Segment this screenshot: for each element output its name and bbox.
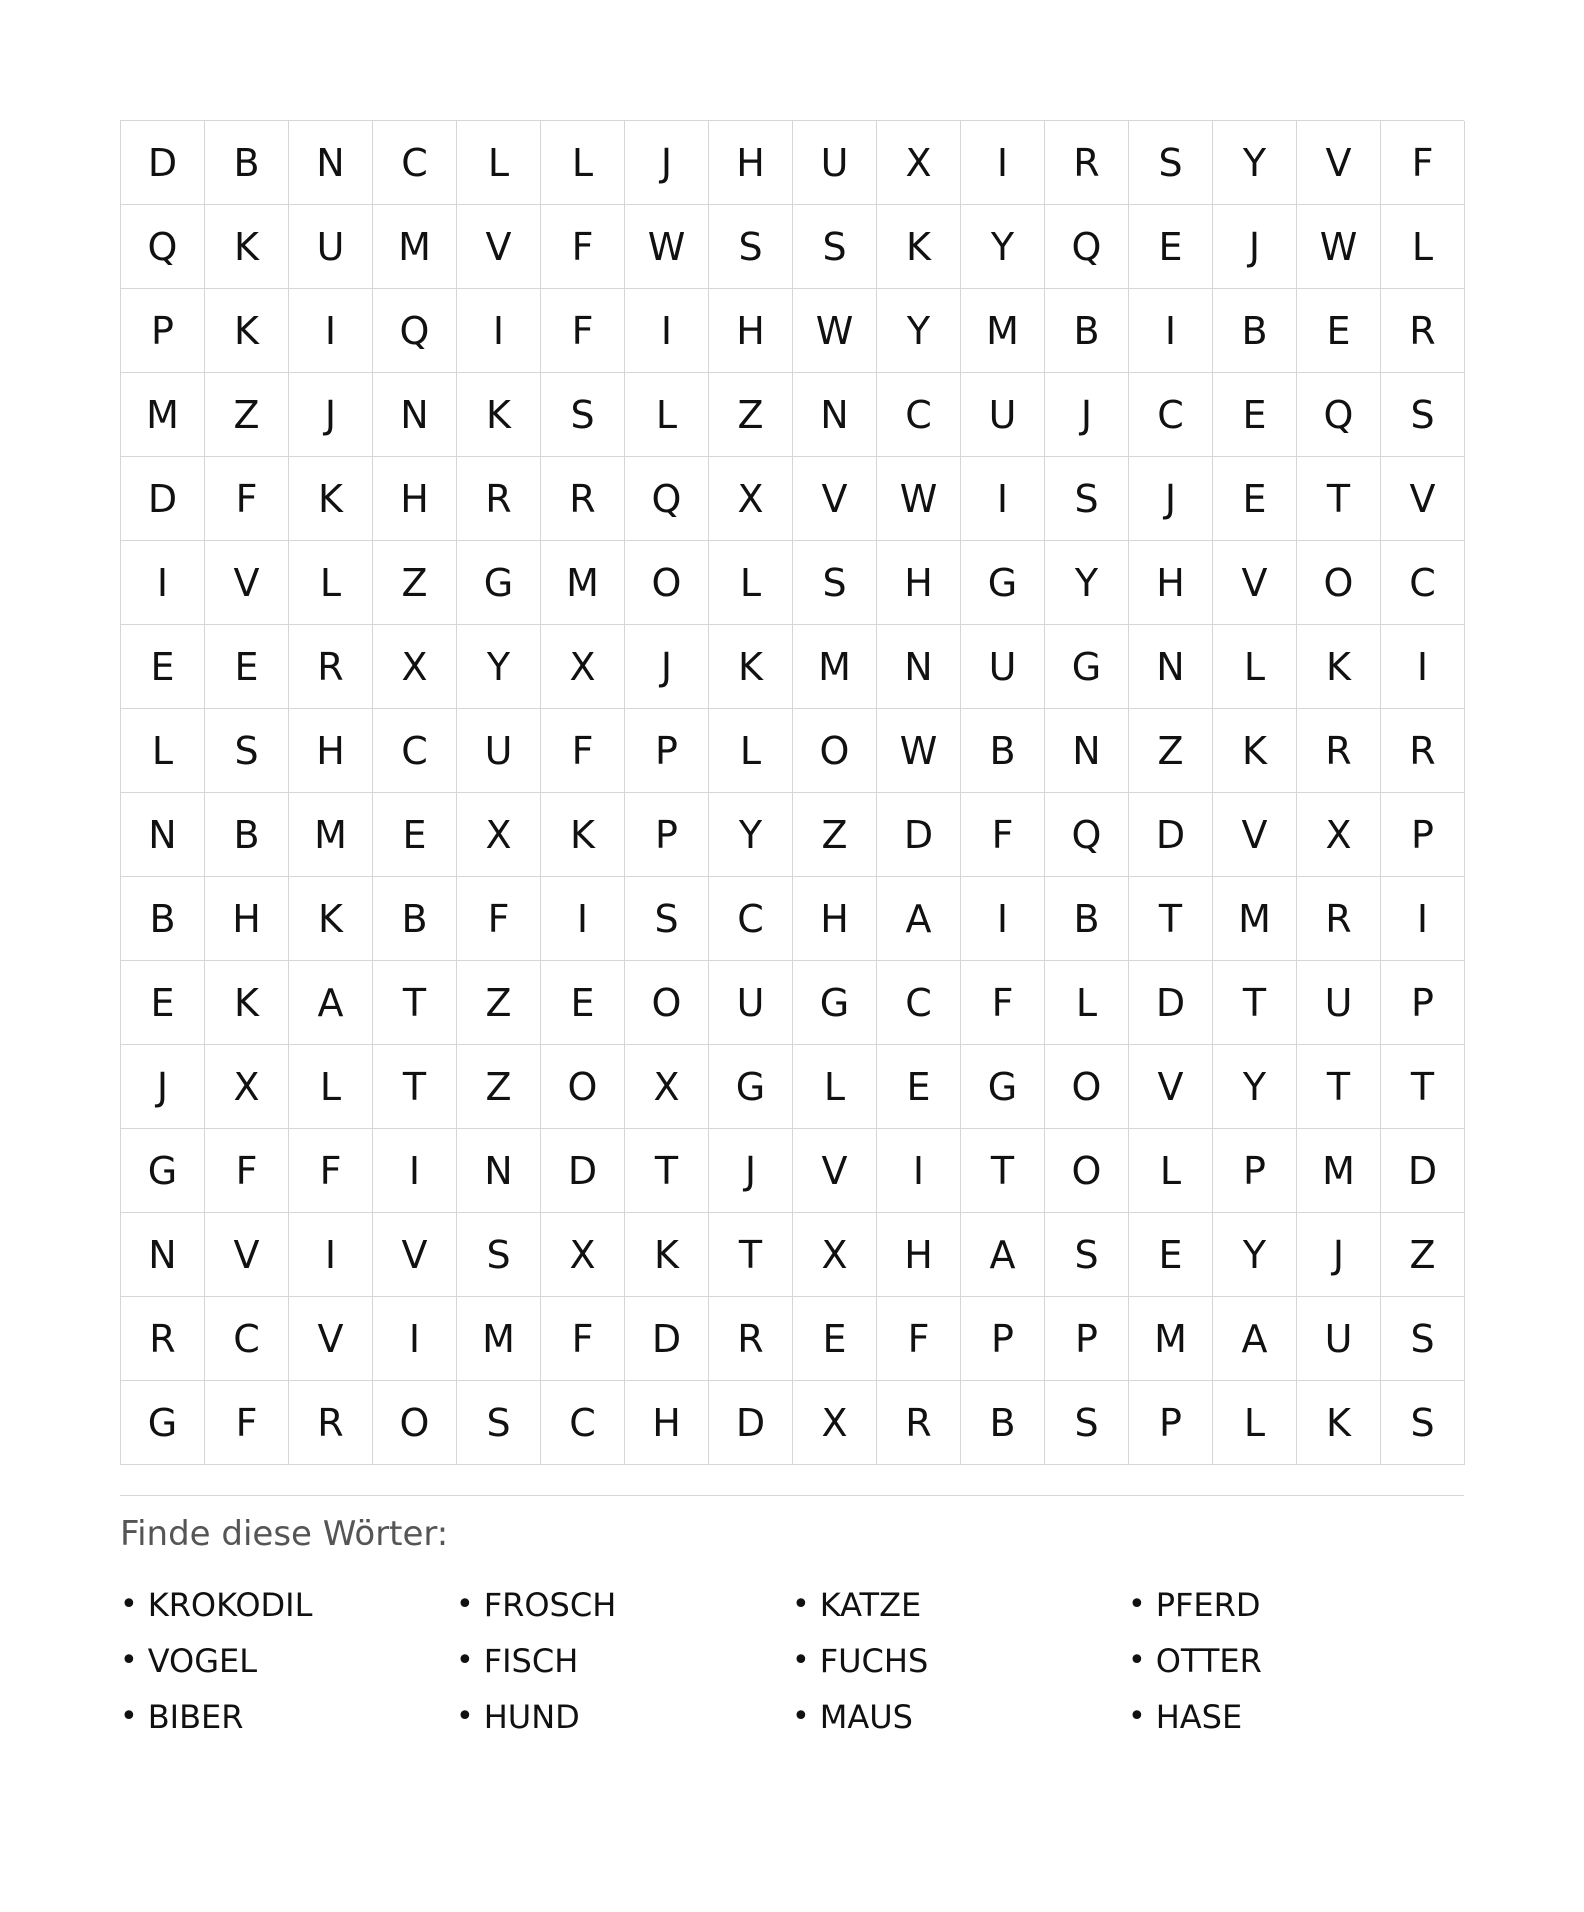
bullet-icon: •	[456, 1698, 474, 1734]
grid-cell[interactable]: L	[709, 709, 793, 793]
grid-cell[interactable]: M	[1297, 1129, 1381, 1213]
grid-cell[interactable]: K	[205, 289, 289, 373]
grid-cell[interactable]: G	[793, 961, 877, 1045]
bullet-icon: •	[456, 1642, 474, 1678]
grid-cell[interactable]: U	[1297, 1297, 1381, 1381]
grid-cell[interactable]: L	[1381, 205, 1465, 289]
grid-cell[interactable]: O	[1297, 541, 1381, 625]
grid-cell[interactable]: K	[625, 1213, 709, 1297]
grid-cell[interactable]: G	[121, 1129, 205, 1213]
word-label: MAUS	[819, 1697, 913, 1736]
grid-cell[interactable]: J	[1213, 205, 1297, 289]
grid-cell[interactable]: Y	[709, 793, 793, 877]
grid-cell[interactable]: X	[625, 1045, 709, 1129]
grid-cell[interactable]: R	[709, 1297, 793, 1381]
grid-cell[interactable]: I	[961, 457, 1045, 541]
grid-cell[interactable]: K	[1297, 625, 1381, 709]
grid-cell[interactable]: C	[1381, 541, 1465, 625]
grid-cell[interactable]: T	[1213, 961, 1297, 1045]
grid-cell[interactable]: T	[961, 1129, 1045, 1213]
grid-cell[interactable]: X	[709, 457, 793, 541]
grid-cell[interactable]: S	[1045, 1381, 1129, 1465]
grid-cell[interactable]: Q	[1045, 205, 1129, 289]
grid-cell[interactable]: N	[1045, 709, 1129, 793]
grid-cell[interactable]: M	[793, 625, 877, 709]
grid-cell[interactable]: D	[121, 121, 205, 205]
grid-cell[interactable]: Y	[1213, 121, 1297, 205]
grid-cell[interactable]: U	[289, 205, 373, 289]
grid-cell[interactable]: A	[1213, 1297, 1297, 1381]
grid-cell[interactable]: V	[1381, 457, 1465, 541]
grid-cell[interactable]: R	[289, 625, 373, 709]
grid-cell[interactable]: J	[625, 625, 709, 709]
grid-cell[interactable]: K	[205, 961, 289, 1045]
grid-cell[interactable]: Y	[877, 289, 961, 373]
grid-cell[interactable]: R	[457, 457, 541, 541]
grid-cell[interactable]: B	[373, 877, 457, 961]
grid-cell[interactable]: P	[1381, 961, 1465, 1045]
grid-cell[interactable]: H	[709, 121, 793, 205]
divider	[120, 1495, 1464, 1496]
grid-cell[interactable]: E	[1297, 289, 1381, 373]
grid-cell[interactable]: S	[457, 1381, 541, 1465]
grid-cell[interactable]: Z	[205, 373, 289, 457]
grid-cell[interactable]: U	[793, 121, 877, 205]
words-title: Finde diese Wörter:	[120, 1514, 449, 1554]
grid-cell[interactable]: E	[121, 625, 205, 709]
bullet-icon: •	[792, 1698, 810, 1734]
grid-cell[interactable]: A	[877, 877, 961, 961]
grid-cell[interactable]: N	[1129, 625, 1213, 709]
grid-cell[interactable]: O	[625, 961, 709, 1045]
grid-cell[interactable]: W	[1297, 205, 1381, 289]
grid-cell[interactable]: G	[457, 541, 541, 625]
grid-cell[interactable]: O	[625, 541, 709, 625]
grid-cell[interactable]: H	[709, 289, 793, 373]
grid-cell[interactable]: P	[121, 289, 205, 373]
grid-cell[interactable]: N	[121, 1213, 205, 1297]
grid-cell[interactable]: T	[1129, 877, 1213, 961]
word-item	[456, 1689, 792, 1745]
grid-cell[interactable]: D	[709, 1381, 793, 1465]
grid-cell[interactable]: E	[121, 961, 205, 1045]
grid-cell[interactable]: O	[1045, 1045, 1129, 1129]
bullet-icon: •	[120, 1586, 138, 1622]
word-item	[1128, 1689, 1464, 1745]
grid-cell[interactable]: P	[961, 1297, 1045, 1381]
grid-cell[interactable]: X	[205, 1045, 289, 1129]
grid-cell[interactable]: F	[1381, 121, 1465, 205]
word-label: HASE	[1155, 1697, 1243, 1736]
grid-cell[interactable]: T	[709, 1213, 793, 1297]
word-item	[456, 1577, 792, 1633]
word-item	[120, 1633, 456, 1689]
bullet-icon: •	[1128, 1698, 1146, 1734]
grid-cell[interactable]: H	[877, 541, 961, 625]
word-item	[1128, 1577, 1464, 1633]
grid-cell[interactable]: S	[625, 877, 709, 961]
grid-cell[interactable]: P	[1381, 793, 1465, 877]
grid-cell[interactable]: A	[961, 1213, 1045, 1297]
grid-cell[interactable]: J	[709, 1129, 793, 1213]
grid-cell[interactable]: L	[289, 1045, 373, 1129]
grid-cell[interactable]: B	[205, 121, 289, 205]
grid-cell[interactable]: G	[961, 1045, 1045, 1129]
grid-cell[interactable]: N	[793, 373, 877, 457]
grid-cell[interactable]: X	[457, 793, 541, 877]
grid-cell[interactable]: Z	[457, 1045, 541, 1129]
grid-cell[interactable]: I	[373, 1129, 457, 1213]
grid-cell[interactable]: G	[121, 1381, 205, 1465]
grid-cell[interactable]: S	[1129, 121, 1213, 205]
grid-cell[interactable]: U	[961, 373, 1045, 457]
grid-cell[interactable]: L	[457, 121, 541, 205]
grid-cell[interactable]: I	[1381, 625, 1465, 709]
grid-cell[interactable]: M	[121, 373, 205, 457]
grid-cell[interactable]: P	[1213, 1129, 1297, 1213]
grid-cell[interactable]: R	[1297, 709, 1381, 793]
grid-cell[interactable]: D	[121, 457, 205, 541]
grid-cell[interactable]: C	[877, 373, 961, 457]
grid-cell[interactable]: V	[205, 1213, 289, 1297]
grid-cell[interactable]: N	[289, 121, 373, 205]
grid-cell[interactable]: V	[793, 1129, 877, 1213]
bullet-icon: •	[456, 1586, 474, 1622]
grid-cell[interactable]: H	[205, 877, 289, 961]
grid-cell[interactable]: T	[1297, 1045, 1381, 1129]
grid-cell[interactable]: H	[289, 709, 373, 793]
grid-cell[interactable]: G	[709, 1045, 793, 1129]
word-label: HUND	[483, 1697, 580, 1736]
grid-cell[interactable]: J	[1045, 373, 1129, 457]
grid-cell[interactable]: O	[1045, 1129, 1129, 1213]
word-item	[792, 1577, 1128, 1633]
grid-cell[interactable]: K	[877, 205, 961, 289]
word-label: OTTER	[1155, 1641, 1262, 1680]
grid-cell[interactable]: E	[205, 625, 289, 709]
grid-cell[interactable]: Z	[1381, 1213, 1465, 1297]
grid-cell[interactable]: S	[1045, 1213, 1129, 1297]
grid-cell[interactable]: R	[1297, 877, 1381, 961]
grid-cell[interactable]: T	[625, 1129, 709, 1213]
word-item	[792, 1689, 1128, 1745]
grid-cell[interactable]: H	[793, 877, 877, 961]
grid-cell[interactable]: K	[289, 457, 373, 541]
grid-cell[interactable]: W	[793, 289, 877, 373]
grid-cell[interactable]: I	[877, 1129, 961, 1213]
grid-cell[interactable]: I	[625, 289, 709, 373]
grid-cell[interactable]: H	[1129, 541, 1213, 625]
grid-cell[interactable]: V	[1129, 1045, 1213, 1129]
grid-cell[interactable]: L	[289, 541, 373, 625]
grid-cell[interactable]: M	[373, 205, 457, 289]
bullet-icon: •	[792, 1642, 810, 1678]
grid-cell[interactable]: J	[121, 1045, 205, 1129]
grid-cell[interactable]: W	[877, 457, 961, 541]
grid-cell[interactable]: X	[1297, 793, 1381, 877]
grid-cell[interactable]: N	[877, 625, 961, 709]
grid-cell[interactable]: F	[541, 205, 625, 289]
grid-cell[interactable]: P	[625, 709, 709, 793]
grid-cell[interactable]: R	[1381, 289, 1465, 373]
grid-cell[interactable]: K	[541, 793, 625, 877]
grid-cell[interactable]: A	[289, 961, 373, 1045]
grid-cell[interactable]: Q	[1045, 793, 1129, 877]
grid-cell[interactable]: V	[457, 205, 541, 289]
word-search-page	[120, 120, 1464, 1745]
grid-cell[interactable]: S	[793, 541, 877, 625]
grid-cell[interactable]: B	[1213, 289, 1297, 373]
grid-cell[interactable]: R	[877, 1381, 961, 1465]
word-label: VOGEL	[147, 1641, 258, 1680]
grid-cell[interactable]: D	[877, 793, 961, 877]
grid-cell[interactable]: L	[1213, 1381, 1297, 1465]
grid-cell[interactable]: L	[709, 541, 793, 625]
grid-cell[interactable]: V	[1213, 793, 1297, 877]
grid-cell[interactable]: I	[541, 877, 625, 961]
grid-cell[interactable]: M	[961, 289, 1045, 373]
grid-cell[interactable]: E	[1129, 1213, 1213, 1297]
grid-cell[interactable]: F	[289, 1129, 373, 1213]
grid-cell[interactable]: X	[793, 1381, 877, 1465]
grid-cell[interactable]: E	[877, 1045, 961, 1129]
grid-cell[interactable]: I	[121, 541, 205, 625]
grid-cell[interactable]: X	[541, 1213, 625, 1297]
grid-cell[interactable]: M	[289, 793, 373, 877]
grid-cell[interactable]: G	[1045, 625, 1129, 709]
grid-cell[interactable]: Q	[625, 457, 709, 541]
grid-cell[interactable]: L	[1129, 1129, 1213, 1213]
grid-cell[interactable]: K	[1297, 1381, 1381, 1465]
grid-cell[interactable]: C	[877, 961, 961, 1045]
grid-cell[interactable]: F	[205, 457, 289, 541]
grid-cell[interactable]: U	[1297, 961, 1381, 1045]
grid-cell[interactable]: V	[205, 541, 289, 625]
word-label: KATZE	[819, 1585, 922, 1624]
grid-cell[interactable]: F	[877, 1297, 961, 1381]
grid-cell[interactable]: S	[1045, 457, 1129, 541]
word-item	[120, 1577, 456, 1633]
grid-cell[interactable]: S	[1381, 1381, 1465, 1465]
grid-cell[interactable]: R	[541, 457, 625, 541]
grid-cell[interactable]: V	[1297, 121, 1381, 205]
grid-cell[interactable]: E	[373, 793, 457, 877]
grid-cell[interactable]: H	[877, 1213, 961, 1297]
grid-cell[interactable]: W	[625, 205, 709, 289]
grid-cell[interactable]: X	[541, 625, 625, 709]
grid-cell[interactable]: C	[541, 1381, 625, 1465]
grid-cell[interactable]: B	[1045, 289, 1129, 373]
grid-cell[interactable]: I	[961, 121, 1045, 205]
grid-cell[interactable]: Z	[709, 373, 793, 457]
grid-cell[interactable]: E	[1129, 205, 1213, 289]
word-item	[1128, 1633, 1464, 1689]
grid-cell[interactable]: E	[793, 1297, 877, 1381]
word-label: BIBER	[147, 1697, 244, 1736]
grid-cell[interactable]: R	[289, 1381, 373, 1465]
grid-cell[interactable]: L	[1045, 961, 1129, 1045]
grid-cell[interactable]: O	[541, 1045, 625, 1129]
grid-cell[interactable]: T	[373, 961, 457, 1045]
grid-cell[interactable]: B	[961, 709, 1045, 793]
grid-cell[interactable]: K	[709, 625, 793, 709]
grid-cell[interactable]: D	[1129, 793, 1213, 877]
grid-cell[interactable]: M	[1213, 877, 1297, 961]
grid-cell[interactable]: E	[541, 961, 625, 1045]
grid-cell[interactable]: F	[457, 877, 541, 961]
grid-cell[interactable]: Y	[457, 625, 541, 709]
grid-cell[interactable]: F	[205, 1381, 289, 1465]
grid-cell[interactable]: S	[205, 709, 289, 793]
grid-cell[interactable]: P	[1129, 1381, 1213, 1465]
grid-cell[interactable]: I	[457, 289, 541, 373]
grid-cell[interactable]: J	[625, 121, 709, 205]
grid-cell[interactable]: S	[1381, 1297, 1465, 1381]
grid-cell[interactable]: C	[1129, 373, 1213, 457]
grid-cell[interactable]: L	[625, 373, 709, 457]
grid-cell[interactable]: K	[289, 877, 373, 961]
grid-cell[interactable]: Q	[1297, 373, 1381, 457]
grid-cell[interactable]: U	[961, 625, 1045, 709]
grid-cell[interactable]: Z	[373, 541, 457, 625]
grid-cell[interactable]: J	[1297, 1213, 1381, 1297]
grid-cell[interactable]: D	[1129, 961, 1213, 1045]
bullet-icon: •	[792, 1586, 810, 1622]
grid-cell[interactable]: B	[121, 877, 205, 961]
grid-cell[interactable]: N	[457, 1129, 541, 1213]
grid-cell[interactable]: K	[1213, 709, 1297, 793]
grid-cell[interactable]: E	[1213, 373, 1297, 457]
grid-cell[interactable]: F	[541, 709, 625, 793]
grid-cell[interactable]: H	[625, 1381, 709, 1465]
grid-cell[interactable]: V	[793, 457, 877, 541]
grid-cell[interactable]: T	[1381, 1045, 1465, 1129]
grid-cell[interactable]: Z	[457, 961, 541, 1045]
bullet-icon: •	[120, 1698, 138, 1734]
grid-cell[interactable]: I	[289, 1213, 373, 1297]
grid-cell[interactable]: D	[625, 1297, 709, 1381]
grid-cell[interactable]: C	[709, 877, 793, 961]
grid-cell[interactable]: I	[1129, 289, 1213, 373]
word-label: KROKODIL	[147, 1585, 313, 1624]
word-label: PFERD	[1155, 1585, 1261, 1624]
grid-cell[interactable]: M	[1129, 1297, 1213, 1381]
bullet-icon: •	[1128, 1642, 1146, 1678]
grid-cell[interactable]: Y	[1045, 541, 1129, 625]
grid-cell[interactable]: R	[121, 1297, 205, 1381]
grid-cell[interactable]: W	[877, 709, 961, 793]
grid-cell[interactable]: I	[1381, 877, 1465, 961]
grid-cell[interactable]: L	[541, 121, 625, 205]
grid-cell[interactable]: L	[793, 1045, 877, 1129]
grid-cell[interactable]: K	[205, 205, 289, 289]
grid-cell[interactable]: T	[1297, 457, 1381, 541]
grid-cell[interactable]: Y	[961, 205, 1045, 289]
grid-cell[interactable]: Q	[373, 289, 457, 373]
word-label: FISCH	[483, 1641, 579, 1680]
grid-cell[interactable]: B	[1045, 877, 1129, 961]
grid-cell[interactable]: I	[961, 877, 1045, 961]
grid-cell[interactable]: V	[373, 1213, 457, 1297]
grid-cell[interactable]: S	[541, 373, 625, 457]
grid-cell[interactable]: I	[373, 1297, 457, 1381]
grid-cell[interactable]: F	[961, 961, 1045, 1045]
grid-cell[interactable]: Y	[1213, 1045, 1297, 1129]
grid-cell[interactable]: R	[1381, 709, 1465, 793]
grid-cell[interactable]: M	[541, 541, 625, 625]
grid-cell[interactable]: S	[457, 1213, 541, 1297]
grid-cell[interactable]: M	[457, 1297, 541, 1381]
grid-cell[interactable]: Q	[121, 205, 205, 289]
grid-cell[interactable]: H	[373, 457, 457, 541]
word-label: FUCHS	[819, 1641, 929, 1680]
grid-cell[interactable]: G	[961, 541, 1045, 625]
grid-cell[interactable]: D	[541, 1129, 625, 1213]
grid-cell[interactable]: E	[1213, 457, 1297, 541]
grid-cell[interactable]: B	[205, 793, 289, 877]
bullet-icon: •	[1128, 1586, 1146, 1622]
grid-cell[interactable]: F	[541, 289, 625, 373]
grid-cell[interactable]: S	[709, 205, 793, 289]
grid-cell[interactable]: L	[121, 709, 205, 793]
grid-cell[interactable]: J	[289, 373, 373, 457]
grid-cell[interactable]: Z	[1129, 709, 1213, 793]
grid-cell[interactable]: Z	[793, 793, 877, 877]
grid-cell[interactable]: X	[877, 121, 961, 205]
grid-cell[interactable]: X	[793, 1213, 877, 1297]
grid-cell[interactable]: N	[121, 793, 205, 877]
letter-grid	[120, 120, 1464, 1465]
grid-cell[interactable]: C	[205, 1297, 289, 1381]
grid-cell[interactable]: I	[289, 289, 373, 373]
grid-cell[interactable]: P	[1045, 1297, 1129, 1381]
word-list	[120, 1577, 1464, 1745]
grid-cell[interactable]: U	[457, 709, 541, 793]
grid-cell[interactable]: T	[373, 1045, 457, 1129]
word-item	[456, 1633, 792, 1689]
grid-cell[interactable]: L	[1213, 625, 1297, 709]
grid-cell[interactable]: U	[709, 961, 793, 1045]
grid-cell[interactable]: C	[373, 709, 457, 793]
word-item	[120, 1689, 456, 1745]
bullet-icon: •	[120, 1642, 138, 1678]
grid-cell[interactable]: F	[961, 793, 1045, 877]
grid-cell[interactable]: D	[1381, 1129, 1465, 1213]
grid-cell[interactable]: J	[1129, 457, 1213, 541]
grid-cell[interactable]: S	[793, 205, 877, 289]
grid-cell[interactable]: B	[961, 1381, 1045, 1465]
grid-cell[interactable]: N	[373, 373, 457, 457]
grid-cell[interactable]: V	[1213, 541, 1297, 625]
grid-cell[interactable]: K	[457, 373, 541, 457]
grid-cell[interactable]: F	[205, 1129, 289, 1213]
grid-cell[interactable]: Y	[1213, 1213, 1297, 1297]
grid-cell[interactable]: O	[373, 1381, 457, 1465]
grid-cell[interactable]: C	[373, 121, 457, 205]
word-label: FROSCH	[483, 1585, 617, 1624]
grid-cell[interactable]: F	[541, 1297, 625, 1381]
word-item	[792, 1633, 1128, 1689]
grid-cell[interactable]: P	[625, 793, 709, 877]
grid-cell[interactable]: R	[1045, 121, 1129, 205]
grid-cell[interactable]: X	[373, 625, 457, 709]
grid-cell[interactable]: S	[1381, 373, 1465, 457]
grid-cell[interactable]: V	[289, 1297, 373, 1381]
grid-cell[interactable]: O	[793, 709, 877, 793]
